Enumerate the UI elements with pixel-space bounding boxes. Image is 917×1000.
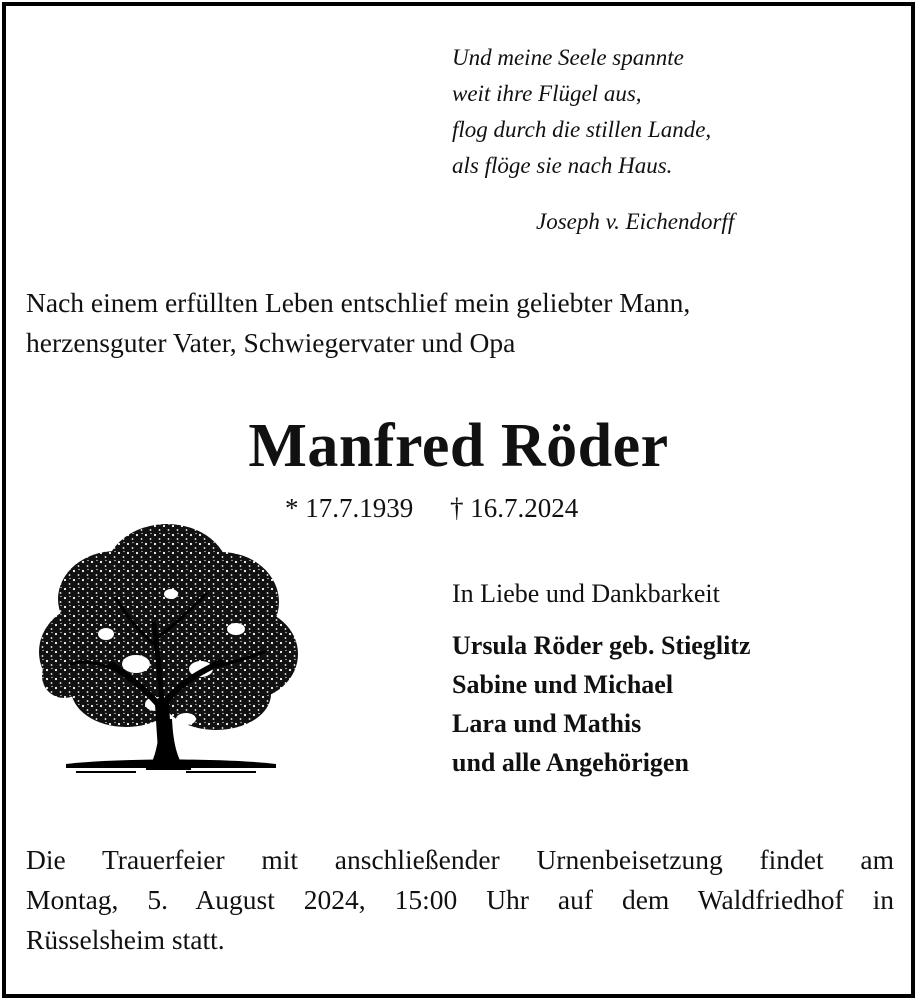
mourner-name: Lara und Mathis xyxy=(452,709,642,738)
tree-icon xyxy=(36,514,298,776)
poem-line: Und meine Seele spannte xyxy=(452,45,684,70)
poem-author: Joseph v. Eichendorff xyxy=(536,209,735,234)
mourners-block xyxy=(452,574,892,782)
intro-text xyxy=(26,283,896,363)
funeral-line: Die Trauerfeier mit anschließender Urnenbeisetzung findet am xyxy=(26,844,894,875)
birth-date: * 17.7.1939 xyxy=(285,493,414,523)
mourner-name: Ursula Röder geb. Stieglitz xyxy=(452,631,751,660)
deceased-name: Manfred Röder xyxy=(248,412,669,480)
intro-line: Nach einem erfüllten Leben entschlief mein geliebter Mann, xyxy=(26,287,691,318)
death-date: † 16.7.2024 xyxy=(450,493,579,523)
poem-line: flog durch die stillen Lande, xyxy=(452,117,712,142)
poem xyxy=(452,40,872,184)
life-dates xyxy=(285,488,578,528)
gratitude-line: In Liebe und Dankbarkeit xyxy=(452,579,720,608)
funeral-line: Montag, 5. August 2024, 15:00 Uhr auf dem Waldfriedhof in xyxy=(26,884,894,915)
funeral-notice xyxy=(26,840,894,960)
funeral-line: Rüsselsheim statt. xyxy=(26,924,225,955)
poem-line: weit ihre Flügel aus, xyxy=(452,81,642,106)
poem-line: als flöge sie nach Haus. xyxy=(452,153,673,178)
intro-line: herzensguter Vater, Schwiegervater und Opa xyxy=(26,327,516,358)
mourner-name: und alle Angehörigen xyxy=(452,748,689,777)
mourner-name: Sabine und Michael xyxy=(452,670,674,699)
